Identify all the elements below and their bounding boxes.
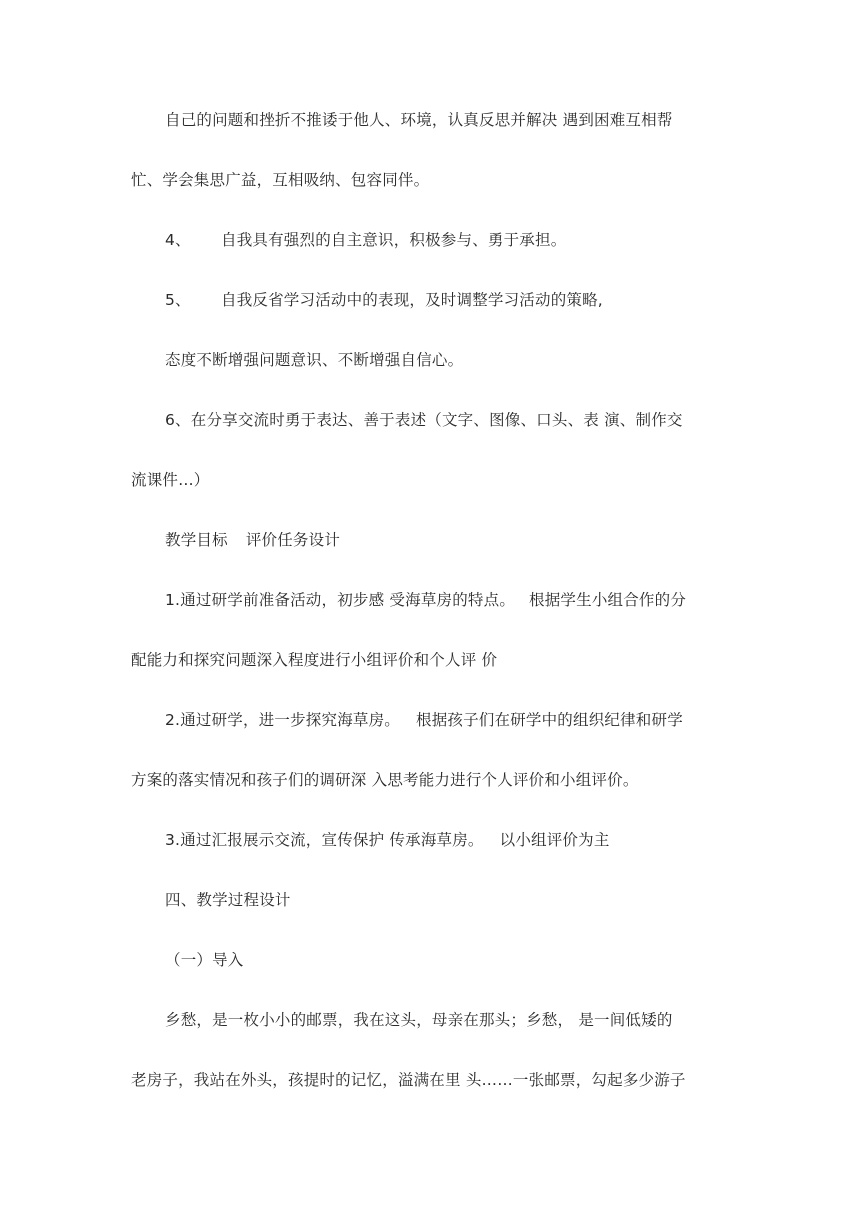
evaluation-text: 根据孩子们在研学中的组织纪律和研学 [416,711,683,729]
paragraph-line: 6、在分享交流时勇于表达、善于表述（文字、图像、口头、表 演、制作交 [165,411,683,429]
goal-row-2 [165,709,683,731]
paragraph-line: 配能力和探究问题深入程度进行小组评价和个人评 价 [131,651,498,669]
subsection-heading: （一）导入 [165,951,244,969]
paragraph-line: 自己的问题和挫折不推诿于他人、环境，认真反思并解决 遇到困难互相帮 [165,111,673,129]
list-item-5 [165,289,603,311]
paragraph-line: 流课件…） [131,471,210,489]
goal-text: 1.通过研学前准备活动，初步感 受海草房的特点。 [165,591,516,609]
table-header-row [165,529,340,551]
paragraph-line: 方案的落实情况和孩子们的调研深 入思考能力进行个人评价和小组评价。 [131,771,639,789]
paragraph-line: 态度不断增强问题意识、不断增强自信心。 [165,351,464,369]
goal-text: 3.通过汇报展示交流，宣传保护 传承海草房。 [165,831,484,849]
goal-row-3 [165,829,610,851]
evaluation-text: 以小组评价为主 [499,831,610,849]
list-text: 自我具有强烈的自主意识，积极参与、勇于承担。 [221,231,567,249]
list-number: 4、 [165,231,191,249]
list-item-4 [165,229,566,251]
paragraph-line: 忙、学会集思广益，互相吸纳、包容同伴。 [131,171,430,189]
paragraph-line: 老房子，我站在外头，孩提时的记忆，溢满在里 头……一张邮票，勾起多少游子 [131,1071,686,1089]
goal-row-1 [165,589,686,611]
evaluation-text: 根据学生小组合作的分 [529,591,687,609]
paragraph-line: 乡愁，是一枚小小的邮票，我在这头，母亲在那头；乡愁， 是一间低矮的 [165,1011,673,1029]
header-teaching-goal: 教学目标 [165,531,228,549]
section-heading: 四、教学过程设计 [165,891,291,909]
goal-text: 2.通过研学，进一步探究海草房。 [165,711,400,729]
header-evaluation-task: 评价任务设计 [245,531,341,549]
list-number: 5、 [165,291,191,309]
list-text: 自我反省学习活动中的表现，及时调整学习活动的策略, [221,291,603,309]
